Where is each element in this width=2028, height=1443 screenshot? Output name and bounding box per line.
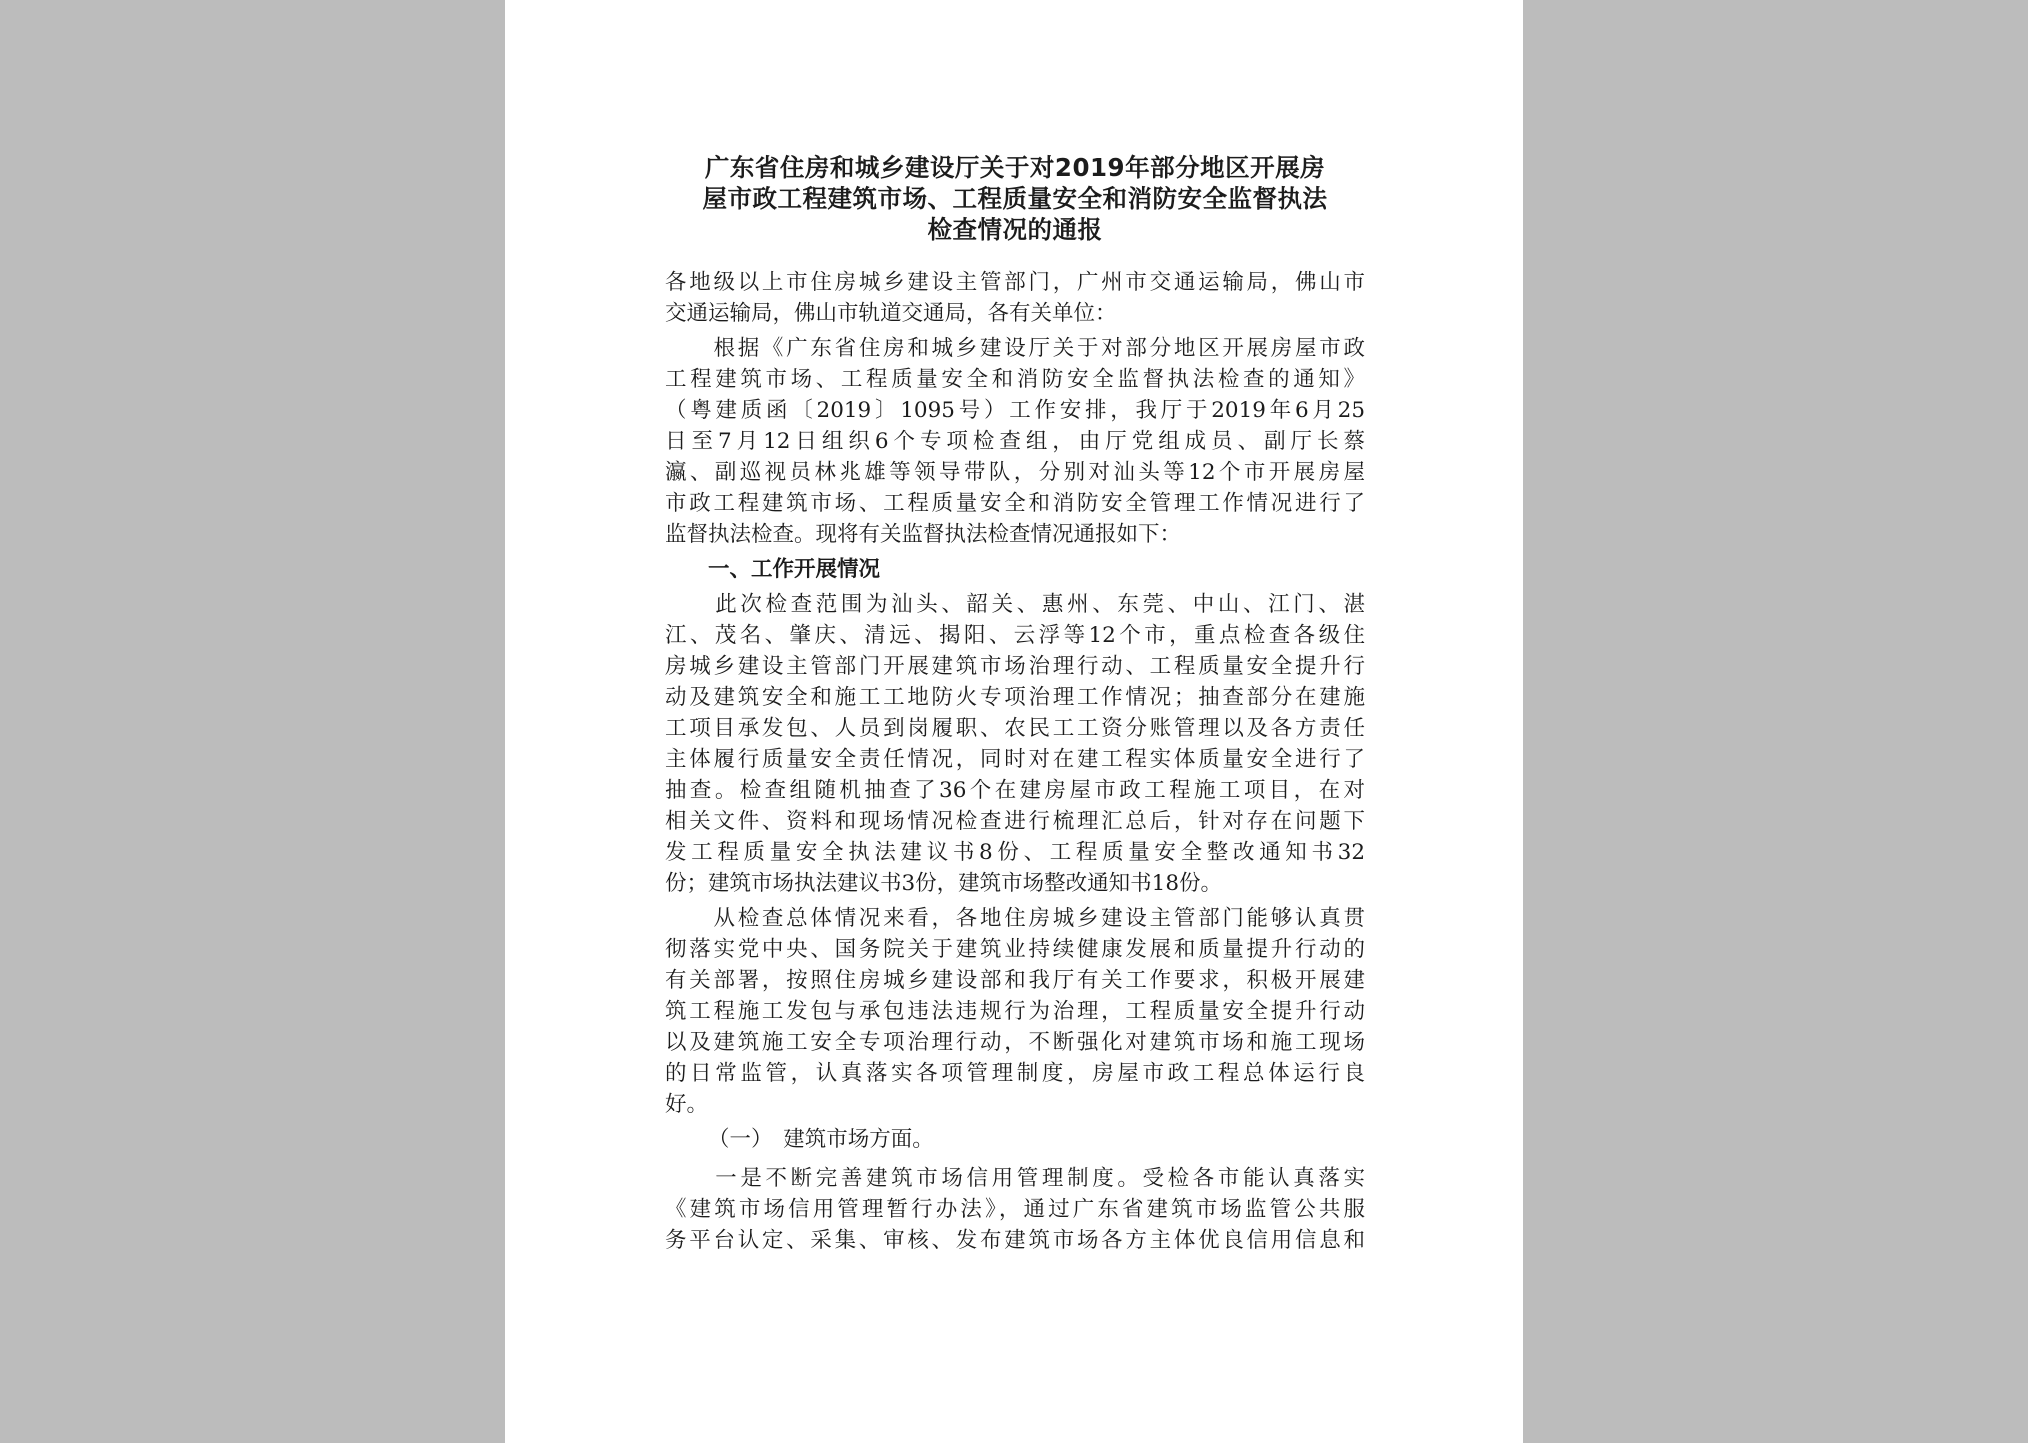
- text-line: 相关文件、资料和现场情况检查进行梳理汇总后，针对存在问题下: [665, 809, 1365, 834]
- text-line: 份；建筑市场执法建议书3份，建筑市场整改通知书18份。: [665, 871, 1223, 896]
- text-line: 此次检查范围为汕头、韶关、惠州、东莞、中山、江门、湛: [665, 592, 1365, 617]
- credit-paragraph: [665, 1163, 1365, 1256]
- text-line: 主体履行质量安全责任情况，同时对在建工程实体质量安全进行了: [665, 747, 1365, 772]
- document-page: [505, 0, 1523, 1443]
- text-line: 动及建筑安全和施工工地防火专项治理工作情况；抽查部分在建施: [665, 685, 1365, 710]
- text-line: 发工程质量安全执法建议书8份、工程质量安全整改通知书32: [665, 840, 1365, 865]
- text-line: 务平台认定、采集、审核、发布建筑市场各方主体优良信用信息和: [665, 1228, 1365, 1253]
- overall-paragraph: [665, 903, 1365, 1120]
- addressee-paragraph: [665, 267, 1365, 329]
- title-line: 广东省住房和城乡建设厅关于对2019年部分地区开展房: [704, 153, 1326, 182]
- text-line: 一是不断完善建筑市场信用管理制度。受检各市能认真落实: [665, 1166, 1365, 1191]
- text-line: 好。: [665, 1092, 709, 1117]
- scope-paragraph: [665, 589, 1365, 899]
- text-line: 抽查。检查组随机抽查了36个在建房屋市政工程施工项目，在对: [665, 778, 1365, 803]
- text-line: 市政工程建筑市场、工程质量安全和消防安全管理工作情况进行了: [665, 491, 1365, 516]
- text-line: （粤建质函〔2019〕1095号）工作安排，我厅于2019年6月25: [665, 398, 1365, 423]
- text-line: 瀛、副巡视员林兆雄等领导带队，分别对汕头等12个市开展房屋: [665, 460, 1365, 485]
- text-line: 各地级以上市住房城乡建设主管部门，广州市交通运输局，佛山市: [665, 270, 1365, 295]
- subsection-heading: （一） 建筑市场方面。: [708, 1127, 934, 1152]
- text-line: 房城乡建设主管部门开展建筑市场治理行动、工程质量安全提升行: [665, 654, 1365, 679]
- text-line: 从检查总体情况来看，各地住房城乡建设主管部门能够认真贯: [665, 906, 1365, 931]
- text-line: 工程建筑市场、工程质量安全和消防安全监督执法检查的通知》: [665, 367, 1365, 392]
- page-content: [665, 152, 1365, 1260]
- text-line: 彻落实党中央、国务院关于建筑业持续健康发展和质量提升行动的: [665, 937, 1365, 962]
- section-heading: 一、工作开展情况: [708, 557, 881, 582]
- text-line: 根据《广东省住房和城乡建设厅关于对部分地区开展房屋市政: [665, 336, 1365, 361]
- text-line: 《建筑市场信用管理暂行办法》，通过广东省建筑市场监管公共服: [665, 1197, 1365, 1222]
- text-line: 筑工程施工发包与承包违法违规行为治理，工程质量安全提升行动: [665, 999, 1365, 1024]
- text-line: 日至7月12日组织6个专项检查组，由厅党组成员、副厅长蔡: [665, 429, 1365, 454]
- title-line: 屋市政工程建筑市场、工程质量安全和消防安全监督执法: [702, 184, 1328, 213]
- text-line: 江、茂名、肇庆、清远、揭阳、云浮等12个市，重点检查各级住: [665, 623, 1365, 648]
- text-line: 监督执法检查。现将有关监督执法检查情况通报如下：: [665, 522, 1182, 547]
- title-line: 检查情况的通报: [927, 215, 1103, 244]
- text-line: 交通运输局，佛山市轨道交通局，各有关单位：: [665, 301, 1117, 326]
- text-line: 工项目承发包、人员到岗履职、农民工工资分账管理以及各方责任: [665, 716, 1365, 741]
- text-line: 的日常监管，认真落实各项管理制度，房屋市政工程总体运行良: [665, 1061, 1365, 1086]
- intro-paragraph: [665, 333, 1365, 550]
- text-line: 有关部署，按照住房城乡建设部和我厅有关工作要求，积极开展建: [665, 968, 1365, 993]
- text-line: 以及建筑施工安全专项治理行动，不断强化对建筑市场和施工现场: [665, 1030, 1365, 1055]
- document-title: [665, 152, 1365, 245]
